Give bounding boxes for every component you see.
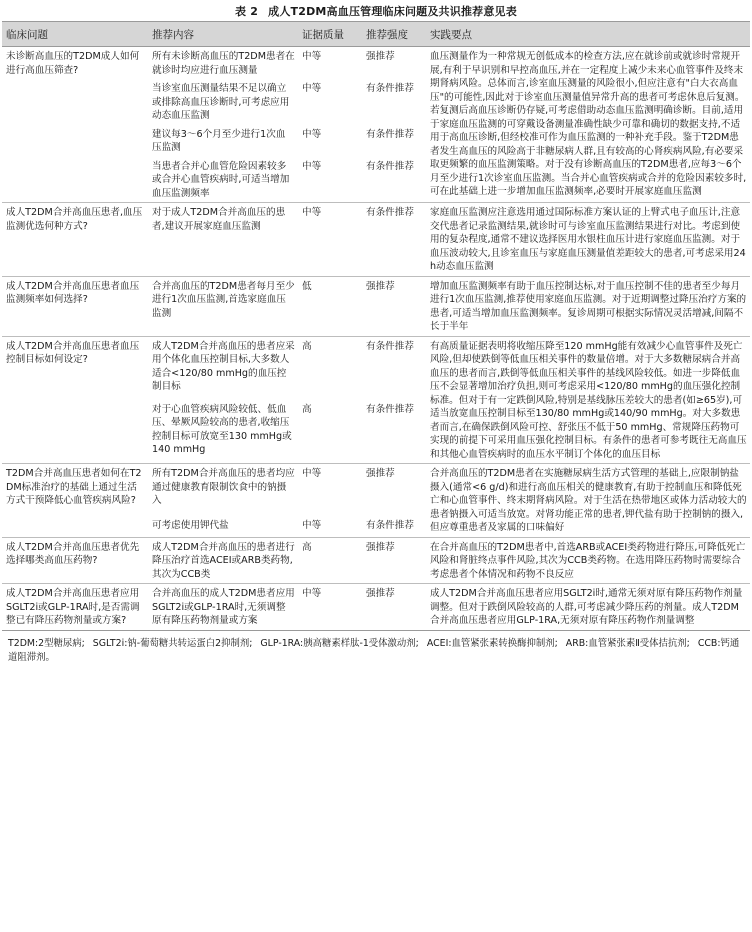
clinical-question: 成人T2DM合并高血压患者优先选择哪类高血压药物? (2, 537, 148, 584)
recommendation-strength: 有条件推荐 (366, 403, 414, 415)
recommendation-strength: 有条件推荐 (366, 128, 414, 140)
recommendation-strength: 有条件推荐 (366, 160, 414, 172)
footnote-item: CCB:钙通道阻滞剂。 (8, 637, 740, 663)
header-strength: 推荐强度 (362, 22, 426, 47)
recommendation-strength: 有条件推荐 (362, 336, 426, 400)
practice-points: 增加血压监测频率有助于血压控制达标,对于血压控制不佳的患者至少每月进行1次血压监测,推荐使用家庭血压监测。对于近期调整过降压治疗方案的患者,可适当增加血压监测频率。复诊周期可根据实际情况灵活增减,间隔不长于半年 (426, 276, 750, 336)
recommendation-content: 成人T2DM合并高血压的患者进行降压治疗首选ACEI或ARB类药物,其次为CCB类 (148, 537, 298, 584)
evidence-quality: 高 (302, 403, 312, 415)
recommendation-content: 合并高血压的T2DM患者每月至少进行1次血压监测,首选家庭血压监测 (148, 276, 298, 336)
footnote-item: T2DM:2型糖尿病; (8, 637, 85, 649)
table-number: 表 2 (235, 5, 259, 18)
practice-points: 成人T2DM合并高血压患者应用SGLT2i时,通常无须对原有降压药物作剂量调整。但对于跌倒风险较高的人群,可考虑减少降压药的剂量。成人T2DM合并高血压患者应用GLP-1RA,无须对原有降压药物作剂量调整 (426, 584, 750, 630)
table-title (0, 0, 752, 21)
clinical-question: T2DM合并高血压患者如何在T2DM标准治疗的基础上通过生活方式干预降低心血管疾病风险? (2, 464, 148, 538)
recommendation-strength: 强推荐 (362, 537, 426, 584)
evidence-quality: 中等 (298, 584, 362, 630)
header-question: 临床问题 (2, 22, 148, 47)
practice-points: 在合并高血压的T2DM患者中,首选ARB或ACEI类药物进行降压,可降低死亡风险和肾脏终点事件风险,其次为CCB类药物。在选用降压药物时需要综合考虑患者个体情况和药物不良反应 (426, 537, 750, 584)
clinical-question: 成人T2DM合并高血压患者血压控制目标如何设定? (2, 336, 148, 464)
recommendation-strength: 强推荐 (362, 47, 426, 80)
recommendation-strength: 有条件推荐 (366, 519, 414, 531)
evidence-quality: 中等 (298, 464, 362, 516)
table-header-row (2, 22, 750, 47)
recommendation-content: 可考虑使用钾代盐 (152, 519, 229, 531)
recommendation-content: 成人T2DM合并高血压的患者应采用个体化血压控制目标,大多数人适合<120/80 mmHg的血压控制目标 (148, 336, 298, 400)
header-practice: 实践要点 (426, 22, 750, 47)
clinical-question: 成人T2DM合并高血压患者,血压监测优选何种方式? (2, 203, 148, 277)
table-row (2, 464, 750, 516)
recommendation-content: 当诊室血压测量结果不足以确立或排除高血压诊断时,可考虑应用动态血压监测 (152, 83, 290, 121)
recommendation-content: 所有T2DM合并高血压的患者均应通过健康教育限制饮食中的钠摄入 (148, 464, 298, 516)
recommendation-content: 对于心血管疾病风险较低、低血压、晕厥风险较高的患者,收缩压控制目标可放宽至130 mmHg或140 mmHg (152, 403, 292, 456)
table-footnote (2, 630, 750, 665)
recommendation-content: 所有未诊断高血压的T2DM患者在就诊时均应进行血压测量 (148, 47, 298, 80)
practice-points: 合并高血压的T2DM患者在实施糖尿病生活方式管理的基础上,应限制钠盐摄入(通常<6 g/d)和进行高血压相关的健康教育,有助于控制血压和降低死亡和心血管事件、终末期肾病风险。对于生活在热带地区或体力活动较大的患者钠摄入可适当放宽。对肾功能正常的患者,钾代盐有助于控制钠的摄入,但应尊重患者及家属的口味偏好 (426, 464, 750, 538)
header-quality: 证据质量 (298, 22, 362, 47)
evidence-quality: 中等 (298, 203, 362, 277)
evidence-quality: 低 (298, 276, 362, 336)
recommendation-content: 对于成人T2DM合并高血压的患者,建议开展家庭血压监测 (148, 203, 298, 277)
footnote-item: ARB:血管紧张素Ⅱ受体拮抗剂; (565, 637, 690, 649)
evidence-quality: 中等 (298, 47, 362, 80)
recommendation-strength: 强推荐 (362, 584, 426, 630)
practice-points: 血压测量作为一种常规无创低成本的检查方法,应在就诊前或就诊时常规开展,有利于早识别和早控高血压,并在一定程度上减少未来心血管事件及终末期肾病风险。总体而言,诊室血压测量的风险很小,但应注意有"白大衣高血压"的可能性,因此对于诊室血压测量值异常升高的患者可考虑休息后复测。若复测后高血压诊断仍存疑,可考虑借助动态血压监测明确诊断。目前,适用于家庭血压监测的可穿戴设备测量准确性缺少可靠和确切的数据支持,不适用于高血压诊断,但经校准可作为血压监测的一种补充手段。鉴于T2DM患者发生高血压的风险高于非糖尿病人群,且有较高的心肾疾病风险,有必要采取更频繁的血压监测策略。对于没有诊断高血压的T2DM患者,应每3～6个月至少进行1次诊室血压监测。当合并心血管疾病或合并的危险因素较多时,可在此基础上进一步增加血压监测频率,必要时开展家庭血压监测 (426, 47, 750, 203)
table-row (2, 584, 750, 630)
clinical-question: 成人T2DM合并高血压患者血压监测频率如何选择? (2, 276, 148, 336)
table-row (2, 537, 750, 584)
evidence-quality: 高 (298, 336, 362, 400)
footnote-item: ACEI:血管紧张素转换酶抑制剂; (426, 637, 558, 649)
recommendation-table (2, 21, 750, 630)
header-content: 推荐内容 (148, 22, 298, 47)
recommendation-strength: 有条件推荐 (362, 203, 426, 277)
table-row (2, 276, 750, 336)
table-row (2, 336, 750, 400)
table-row (2, 47, 750, 80)
recommendation-content: 合并高血压的成人T2DM患者应用SGLT2i或GLP-1RA时,无须调整原有降压药物剂量或方案 (148, 584, 298, 630)
recommendation-content: 建议每3～6个月至少进行1次血压监测 (152, 128, 286, 153)
evidence-quality: 中等 (302, 83, 322, 94)
recommendation-content: 当患者合并心血管危险因素较多或合并心血管疾病时,可适当增加血压监测频率 (152, 160, 290, 199)
recommendation-strength: 有条件推荐 (366, 83, 414, 94)
recommendation-strength: 强推荐 (362, 276, 426, 336)
evidence-quality: 高 (298, 537, 362, 584)
clinical-question: 未诊断高血压的T2DM成人如何进行高血压筛查? (2, 47, 148, 203)
evidence-quality: 中等 (302, 519, 322, 531)
practice-points: 有高质量证据表明将收缩压降至120 mmHg能有效减少心血管事件及死亡风险,但却使跌倒等低血压相关事件的数量倍增。对于大多数糖尿病合并高血压的患者而言,跌倒等低血压相关事件的基线风险较低。如进一步降低血压不会显著增加治疗负担,则可考虑采用<120/80 mmHg的血压强化控制标准。但对于有一定跌倒风险,特别是基线脉压差较大的患者(如≥65岁),可适当放宽血压控制目标至130/80 mmHg或140/90 mmHg。对大多数患者而言,在确保跌倒风险可控、舒张压不低于50 mmHg、常规降压药物可实现的前提下可采用血压强化控制目标。有条件的患者可参考既往无高血压和其他心血管疾病时的血压水平制订个体化的血压目标 (426, 336, 750, 464)
clinical-question: 成人T2DM合并高血压患者应用SGLT2i或GLP-1RA时,是否需调整已有降压药物剂量或方案? (2, 584, 148, 630)
table-title-text: 成人T2DM高血压管理临床问题及共识推荐意见表 (268, 5, 517, 18)
footnote-item: SGLT2i:钠-葡萄糖共转运蛋白2抑制剂; (92, 637, 253, 649)
recommendation-strength: 强推荐 (362, 464, 426, 516)
practice-points: 家庭血压监测应注意选用通过国际标准方案认证的上臂式电子血压计,注意交代患者记录监测结果,就诊时可与诊室血压监测结果进行对比。考虑到使用的复杂程度,通常不建议选择医用水银柱血压计进行家庭血压监测。对于血压波动较大,且诊室血压与家庭血压测量值差距较大的患者,可考虑采用24 h动态血压监测 (426, 203, 750, 277)
footnote-item: GLP-1RA:胰高糖素样肽-1受体激动剂; (260, 637, 419, 649)
table-row (2, 203, 750, 277)
evidence-quality: 中等 (302, 160, 322, 172)
evidence-quality: 中等 (302, 128, 322, 140)
